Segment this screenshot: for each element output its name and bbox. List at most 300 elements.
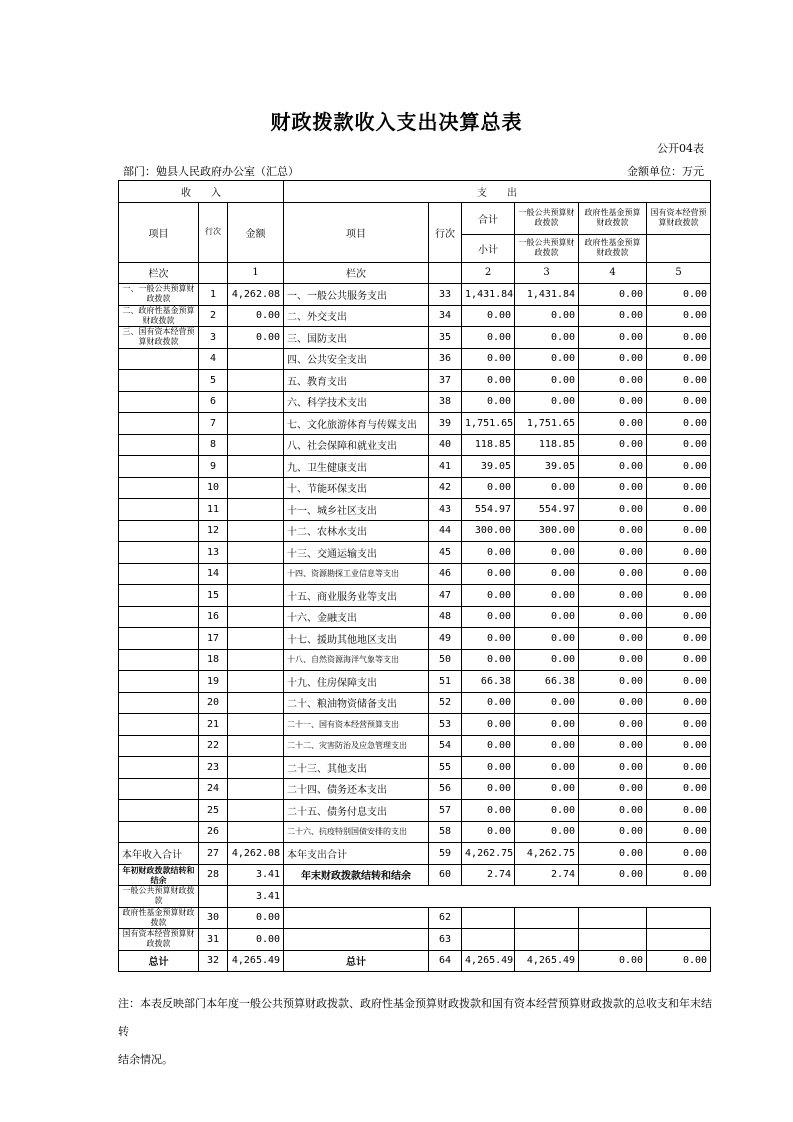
income-amount-cell bbox=[228, 456, 284, 478]
income-amount-cell: 0.00 bbox=[228, 327, 284, 349]
income-line-cell: 12 bbox=[199, 520, 228, 542]
footnote-line-1: 注：本表反映部门本年度一般公共预算财政拨款、政府性基金预算财政拨款和国有资本经营预算财政拨款的总收支和年末结转 bbox=[118, 997, 712, 1038]
income-line-cell: 25 bbox=[199, 800, 228, 822]
expense-total-cell: 66.38 bbox=[462, 671, 515, 693]
carry-capital-label: 国有资本经营预算财政拨款 bbox=[119, 929, 199, 951]
income-line-cell: 5 bbox=[199, 370, 228, 392]
income-line-cell: 21 bbox=[199, 714, 228, 736]
expense-total-cell: 0.00 bbox=[462, 692, 515, 714]
expense-total-cell: 0.00 bbox=[462, 800, 515, 822]
state-capital-header: 国有资本经营预算财政拨款 bbox=[647, 202, 711, 234]
income-amount-cell: 0.00 bbox=[228, 305, 284, 327]
expense-line-cell: 55 bbox=[429, 757, 462, 779]
expense-general-cell: 0.00 bbox=[515, 563, 579, 585]
carry-general-row bbox=[119, 886, 711, 908]
income-amount-cell bbox=[228, 477, 284, 499]
carry-in-label: 年初财政拨款结转和结余 bbox=[119, 864, 199, 886]
expense-total-cell: 554.97 bbox=[462, 499, 515, 521]
expense-general-cell: 0.00 bbox=[515, 305, 579, 327]
expense-capital-cell: 0.00 bbox=[647, 413, 711, 435]
expense-capital-cell: 0.00 bbox=[647, 821, 711, 843]
income-amount-cell bbox=[228, 714, 284, 736]
income-line-cell: 3 bbox=[199, 327, 228, 349]
expense-fund-cell: 0.00 bbox=[579, 327, 647, 349]
table-row bbox=[119, 434, 711, 456]
expense-item-header: 项目 bbox=[284, 202, 429, 262]
expense-general-cell: 0.00 bbox=[515, 477, 579, 499]
expense-general-cell: 1,751.65 bbox=[515, 413, 579, 435]
col-index-cell: 4 bbox=[579, 262, 647, 284]
expense-total-cell: 0.00 bbox=[462, 714, 515, 736]
expense-line-cell: 49 bbox=[429, 628, 462, 650]
expense-general-cell: 0.00 bbox=[515, 370, 579, 392]
table-row bbox=[119, 391, 711, 413]
carry-general-no bbox=[199, 886, 228, 908]
expense-capital-cell: 0.00 bbox=[647, 499, 711, 521]
income-item-cell bbox=[119, 628, 199, 650]
expense-total-cell: 0.00 bbox=[462, 542, 515, 564]
expense-general-cell: 0.00 bbox=[515, 327, 579, 349]
page-title: 财政拨款收入支出决算总表 bbox=[270, 110, 523, 134]
expense-item-cell: 十三、交通运输支出 bbox=[284, 542, 429, 564]
expense-general-cell: 0.00 bbox=[515, 585, 579, 607]
expense-line-cell: 39 bbox=[429, 413, 462, 435]
empty-cell bbox=[579, 929, 647, 951]
expense-item-cell: 二十、粮油物资储备支出 bbox=[284, 692, 429, 714]
expense-general-cell: 0.00 bbox=[515, 628, 579, 650]
grand-total-exp-fund: 0.00 bbox=[579, 950, 647, 972]
expense-capital-cell: 0.00 bbox=[647, 606, 711, 628]
expense-capital-cell: 0.00 bbox=[647, 714, 711, 736]
empty-cell bbox=[462, 929, 515, 951]
expense-capital-cell: 0.00 bbox=[647, 671, 711, 693]
total-header: 合计 bbox=[462, 202, 515, 234]
amount-unit-label: 金额单位：万元 bbox=[627, 165, 704, 178]
expense-fund-cell: 0.00 bbox=[579, 284, 647, 306]
income-line-cell: 8 bbox=[199, 434, 228, 456]
expense-total-cell: 39.05 bbox=[462, 456, 515, 478]
expense-capital-cell: 0.00 bbox=[647, 520, 711, 542]
expense-fund-cell: 0.00 bbox=[579, 348, 647, 370]
income-item-cell bbox=[119, 692, 199, 714]
expense-total-cell: 0.00 bbox=[462, 606, 515, 628]
carry-fund-row bbox=[119, 907, 711, 929]
col-index-cell bbox=[199, 262, 228, 284]
income-item-cell bbox=[119, 821, 199, 843]
expense-total-cell: 300.00 bbox=[462, 520, 515, 542]
table-row bbox=[119, 735, 711, 757]
income-line-cell: 14 bbox=[199, 563, 228, 585]
expense-total-cell: 0.00 bbox=[462, 757, 515, 779]
expense-item-cell: 十九、住房保障支出 bbox=[284, 671, 429, 693]
expense-total-label: 本年支出合计 bbox=[284, 843, 429, 865]
income-amount-cell bbox=[228, 499, 284, 521]
expense-fund-cell: 0.00 bbox=[579, 628, 647, 650]
expense-item-cell: 二、外交支出 bbox=[284, 305, 429, 327]
expense-line-cell: 51 bbox=[429, 671, 462, 693]
carry-capital-exp-no: 63 bbox=[429, 929, 462, 951]
table-row bbox=[119, 800, 711, 822]
grand-total-exp-total: 4,265.49 bbox=[462, 950, 515, 972]
carry-general-label: 一般公共预算财政拨款 bbox=[119, 886, 199, 908]
expense-general-cell: 118.85 bbox=[515, 434, 579, 456]
expense-general-cell: 66.38 bbox=[515, 671, 579, 693]
expense-item-cell: 三、国防支出 bbox=[284, 327, 429, 349]
income-line-cell: 9 bbox=[199, 456, 228, 478]
income-line-cell: 26 bbox=[199, 821, 228, 843]
carry-over-row bbox=[119, 864, 711, 886]
income-item-cell bbox=[119, 585, 199, 607]
income-amount-cell bbox=[228, 585, 284, 607]
income-item-cell bbox=[119, 542, 199, 564]
income-line-cell: 13 bbox=[199, 542, 228, 564]
income-amount-cell bbox=[228, 520, 284, 542]
gov-fund-subheader: 政府性基金预算财政拨款 bbox=[579, 234, 647, 262]
expense-fund-cell: 0.00 bbox=[579, 563, 647, 585]
expense-item-cell: 二十二、灾害防治及应急管理支出 bbox=[284, 735, 429, 757]
expense-total-capital: 0.00 bbox=[647, 843, 711, 865]
expense-item-cell: 五、教育支出 bbox=[284, 370, 429, 392]
expense-line-cell: 56 bbox=[429, 778, 462, 800]
table-row bbox=[119, 649, 711, 671]
expense-fund-cell: 0.00 bbox=[579, 477, 647, 499]
expense-general-cell: 0.00 bbox=[515, 391, 579, 413]
expense-line-cell: 38 bbox=[429, 391, 462, 413]
expense-line-cell: 34 bbox=[429, 305, 462, 327]
expense-capital-cell: 0.00 bbox=[647, 391, 711, 413]
col-index-cell: 5 bbox=[647, 262, 711, 284]
carry-out-no: 60 bbox=[429, 864, 462, 886]
expense-item-cell: 二十五、债务付息支出 bbox=[284, 800, 429, 822]
income-item-cell bbox=[119, 520, 199, 542]
income-total-row bbox=[119, 843, 711, 865]
table-row bbox=[119, 348, 711, 370]
table-row bbox=[119, 305, 711, 327]
expense-capital-cell: 0.00 bbox=[647, 735, 711, 757]
col-index-cell: 1 bbox=[228, 262, 284, 284]
table-row bbox=[119, 370, 711, 392]
expense-fund-cell: 0.00 bbox=[579, 778, 647, 800]
expense-item-cell: 八、社会保障和就业支出 bbox=[284, 434, 429, 456]
expense-fund-cell: 0.00 bbox=[579, 456, 647, 478]
income-amount-cell bbox=[228, 800, 284, 822]
col-index-cell: 栏次 bbox=[284, 262, 429, 284]
income-item-cell bbox=[119, 413, 199, 435]
income-line-cell: 4 bbox=[199, 348, 228, 370]
expense-capital-cell: 0.00 bbox=[647, 563, 711, 585]
income-amount-cell bbox=[228, 821, 284, 843]
expense-item-cell: 十四、资源勘探工业信息等支出 bbox=[284, 563, 429, 585]
expense-fund-cell: 0.00 bbox=[579, 520, 647, 542]
col-index-cell: 栏次 bbox=[119, 262, 199, 284]
expense-total-cell: 0.00 bbox=[462, 563, 515, 585]
income-item-cell bbox=[119, 606, 199, 628]
expense-item-cell: 九、卫生健康支出 bbox=[284, 456, 429, 478]
table-row bbox=[119, 284, 711, 306]
expense-total-cell: 0.00 bbox=[462, 305, 515, 327]
expense-total-cell: 0.00 bbox=[462, 821, 515, 843]
expense-capital-cell: 0.00 bbox=[647, 327, 711, 349]
table-row bbox=[119, 563, 711, 585]
expense-capital-cell: 0.00 bbox=[647, 348, 711, 370]
income-item-cell bbox=[119, 434, 199, 456]
income-amount-cell bbox=[228, 348, 284, 370]
table-row bbox=[119, 714, 711, 736]
income-line-cell: 7 bbox=[199, 413, 228, 435]
income-line-cell: 17 bbox=[199, 628, 228, 650]
expense-item-cell: 四、公共安全支出 bbox=[284, 348, 429, 370]
grand-total-amount: 4,265.49 bbox=[228, 950, 284, 972]
footnote-line-2: 结余情况。 bbox=[118, 1053, 173, 1066]
expense-item-cell: 十五、商业服务业等支出 bbox=[284, 585, 429, 607]
carry-out-capital: 0.00 bbox=[647, 864, 711, 886]
table-row bbox=[119, 477, 711, 499]
col-index-cell bbox=[429, 262, 462, 284]
expense-item-cell: 十二、农林水支出 bbox=[284, 520, 429, 542]
expense-line-cell: 40 bbox=[429, 434, 462, 456]
empty-cell bbox=[647, 929, 711, 951]
expense-line-header: 行次 bbox=[429, 202, 462, 262]
table-row bbox=[119, 413, 711, 435]
table-row bbox=[119, 327, 711, 349]
income-item-cell bbox=[119, 778, 199, 800]
income-amount-cell bbox=[228, 434, 284, 456]
income-line-cell: 15 bbox=[199, 585, 228, 607]
expense-general-cell: 0.00 bbox=[515, 606, 579, 628]
expense-line-cell: 45 bbox=[429, 542, 462, 564]
state-capital-subheader bbox=[647, 234, 711, 262]
income-item-cell bbox=[119, 456, 199, 478]
expense-fund-cell: 0.00 bbox=[579, 649, 647, 671]
expense-line-cell: 54 bbox=[429, 735, 462, 757]
expense-capital-cell: 0.00 bbox=[647, 757, 711, 779]
expense-line-cell: 37 bbox=[429, 370, 462, 392]
income-amount-cell bbox=[228, 542, 284, 564]
carry-fund-exp-no: 62 bbox=[429, 907, 462, 929]
carry-out-total: 2.74 bbox=[462, 864, 515, 886]
expense-capital-cell: 0.00 bbox=[647, 628, 711, 650]
expense-item-cell: 二十六、抗疫特别国债安排的支出 bbox=[284, 821, 429, 843]
expense-general-cell: 0.00 bbox=[515, 821, 579, 843]
fiscal-summary-table bbox=[118, 180, 711, 972]
income-amount-cell bbox=[228, 370, 284, 392]
expense-fund-cell: 0.00 bbox=[579, 434, 647, 456]
expense-item-cell: 十八、自然资源海洋气象等支出 bbox=[284, 649, 429, 671]
carry-fund-label: 政府性基金预算财政拨款 bbox=[119, 907, 199, 929]
income-line-cell: 24 bbox=[199, 778, 228, 800]
expense-line-cell: 41 bbox=[429, 456, 462, 478]
carry-capital-amount: 0.00 bbox=[228, 929, 284, 951]
expense-general-cell: 0.00 bbox=[515, 542, 579, 564]
general-budget-subheader: 一般公共预算财政拨款 bbox=[515, 234, 579, 262]
income-amount-cell bbox=[228, 391, 284, 413]
carry-capital-no: 31 bbox=[199, 929, 228, 951]
expense-fund-cell: 0.00 bbox=[579, 370, 647, 392]
expense-total-cell: 0.00 bbox=[462, 735, 515, 757]
expense-item-cell: 一、一般公共服务支出 bbox=[284, 284, 429, 306]
expense-general-cell: 0.00 bbox=[515, 649, 579, 671]
carry-out-general: 2.74 bbox=[515, 864, 579, 886]
expense-total-cell: 0.00 bbox=[462, 370, 515, 392]
table-row bbox=[119, 456, 711, 478]
expense-item-cell: 七、文化旅游体育与传媒支出 bbox=[284, 413, 429, 435]
subtotal-header: 小计 bbox=[462, 234, 515, 262]
col-index-cell: 2 bbox=[462, 262, 515, 284]
income-item-cell bbox=[119, 348, 199, 370]
expense-general-cell: 0.00 bbox=[515, 800, 579, 822]
income-line-cell: 20 bbox=[199, 692, 228, 714]
expense-capital-cell: 0.00 bbox=[647, 456, 711, 478]
department-label: 部门：勉县人民政府办公室（汇总） bbox=[123, 165, 299, 178]
carry-fund-no: 30 bbox=[199, 907, 228, 929]
footnote bbox=[118, 990, 718, 1074]
empty-cell bbox=[515, 907, 579, 929]
table-row bbox=[119, 757, 711, 779]
income-line-cell: 2 bbox=[199, 305, 228, 327]
expense-item-cell: 六、科学技术支出 bbox=[284, 391, 429, 413]
expense-total-amount: 4,262.75 bbox=[462, 843, 515, 865]
carry-capital-row bbox=[119, 929, 711, 951]
income-amount-cell bbox=[228, 778, 284, 800]
income-header: 收 入 bbox=[119, 181, 284, 203]
income-amount-cell bbox=[228, 563, 284, 585]
col-index-cell: 3 bbox=[515, 262, 579, 284]
income-item-cell bbox=[119, 735, 199, 757]
expense-general-cell: 0.00 bbox=[515, 692, 579, 714]
income-line-cell: 19 bbox=[199, 671, 228, 693]
grand-total-label: 总计 bbox=[119, 950, 199, 972]
income-amount-cell bbox=[228, 649, 284, 671]
income-amount-cell bbox=[228, 413, 284, 435]
income-amount-cell bbox=[228, 628, 284, 650]
income-amount-cell bbox=[228, 606, 284, 628]
table-row bbox=[119, 778, 711, 800]
carry-out-fund: 0.00 bbox=[579, 864, 647, 886]
expense-total-cell: 0.00 bbox=[462, 348, 515, 370]
grand-total-row bbox=[119, 950, 711, 972]
income-item-cell bbox=[119, 370, 199, 392]
expense-capital-cell: 0.00 bbox=[647, 778, 711, 800]
form-number: 公开04表 bbox=[657, 142, 704, 155]
empty-cell bbox=[579, 907, 647, 929]
column-index-row bbox=[119, 262, 711, 284]
expense-fund-cell: 0.00 bbox=[579, 391, 647, 413]
table-row bbox=[119, 585, 711, 607]
expense-item-cell: 二十四、债务还本支出 bbox=[284, 778, 429, 800]
expense-total-cell: 1,751.65 bbox=[462, 413, 515, 435]
income-amount-cell bbox=[228, 671, 284, 693]
expense-capital-cell: 0.00 bbox=[647, 692, 711, 714]
expense-line-cell: 47 bbox=[429, 585, 462, 607]
expense-general-cell: 0.00 bbox=[515, 735, 579, 757]
expense-total-cell: 0.00 bbox=[462, 778, 515, 800]
expense-item-cell: 十、节能环保支出 bbox=[284, 477, 429, 499]
income-line-header: 行次 bbox=[199, 202, 228, 262]
table-row bbox=[119, 606, 711, 628]
income-item-cell: 二、政府性基金预算财政拨款 bbox=[119, 305, 199, 327]
income-item-cell bbox=[119, 714, 199, 736]
income-item-cell: 一、一般公共预算财政拨款 bbox=[119, 284, 199, 306]
expense-capital-cell: 0.00 bbox=[647, 477, 711, 499]
expense-line-cell: 50 bbox=[429, 649, 462, 671]
income-total-label: 本年收入合计 bbox=[119, 843, 199, 865]
expense-item-cell: 二十三、其他支出 bbox=[284, 757, 429, 779]
income-line-cell: 10 bbox=[199, 477, 228, 499]
empty-cell bbox=[284, 907, 429, 929]
table-row bbox=[119, 520, 711, 542]
grand-total-exp-general: 4,265.49 bbox=[515, 950, 579, 972]
carry-general-amount: 3.41 bbox=[228, 886, 284, 908]
income-line-cell: 22 bbox=[199, 735, 228, 757]
expense-total-no: 59 bbox=[429, 843, 462, 865]
expense-general-cell: 0.00 bbox=[515, 714, 579, 736]
expense-total-cell: 0.00 bbox=[462, 628, 515, 650]
expense-item-cell: 十七、援助其他地区支出 bbox=[284, 628, 429, 650]
expense-general-cell: 0.00 bbox=[515, 778, 579, 800]
empty-cell bbox=[462, 907, 515, 929]
empty-cell bbox=[647, 907, 711, 929]
expense-total-cell: 0.00 bbox=[462, 327, 515, 349]
grand-total-exp-capital: 0.00 bbox=[647, 950, 711, 972]
expense-capital-cell: 0.00 bbox=[647, 434, 711, 456]
income-line-cell: 1 bbox=[199, 284, 228, 306]
expense-capital-cell: 0.00 bbox=[647, 800, 711, 822]
expense-capital-cell: 0.00 bbox=[647, 370, 711, 392]
expense-line-cell: 44 bbox=[429, 520, 462, 542]
expense-fund-cell: 0.00 bbox=[579, 714, 647, 736]
income-item-cell bbox=[119, 499, 199, 521]
expense-general-cell: 300.00 bbox=[515, 520, 579, 542]
grand-total-exp-label: 总计 bbox=[284, 950, 429, 972]
income-item-cell: 三、国有资本经营预算财政拨款 bbox=[119, 327, 199, 349]
expense-general-cell: 0.00 bbox=[515, 348, 579, 370]
income-amount-cell bbox=[228, 757, 284, 779]
blank-area bbox=[284, 886, 711, 908]
expense-line-cell: 46 bbox=[429, 563, 462, 585]
income-total-no: 27 bbox=[199, 843, 228, 865]
income-line-cell: 18 bbox=[199, 649, 228, 671]
expense-general-cell: 0.00 bbox=[515, 757, 579, 779]
expense-fund-cell: 0.00 bbox=[579, 585, 647, 607]
expense-capital-cell: 0.00 bbox=[647, 284, 711, 306]
expense-total-cell: 118.85 bbox=[462, 434, 515, 456]
expense-line-cell: 33 bbox=[429, 284, 462, 306]
expense-total-fund: 0.00 bbox=[579, 843, 647, 865]
expense-capital-cell: 0.00 bbox=[647, 542, 711, 564]
expense-fund-cell: 0.00 bbox=[579, 413, 647, 435]
income-amount-cell: 4,262.08 bbox=[228, 284, 284, 306]
expense-line-cell: 58 bbox=[429, 821, 462, 843]
expense-general-cell: 1,431.84 bbox=[515, 284, 579, 306]
expense-fund-cell: 0.00 bbox=[579, 671, 647, 693]
income-amount-header: 金额 bbox=[228, 202, 284, 262]
income-item-cell bbox=[119, 800, 199, 822]
expense-total-cell: 0.00 bbox=[462, 477, 515, 499]
general-budget-header: 一般公共预算财政拨款 bbox=[515, 202, 579, 234]
income-item-cell bbox=[119, 671, 199, 693]
expense-total-cell: 0.00 bbox=[462, 391, 515, 413]
income-item-cell bbox=[119, 391, 199, 413]
expense-item-cell: 二十一、国有资本经营预算支出 bbox=[284, 714, 429, 736]
expense-total-cell: 0.00 bbox=[462, 649, 515, 671]
table-row bbox=[119, 671, 711, 693]
expense-header: 支 出 bbox=[284, 181, 711, 203]
expense-line-cell: 57 bbox=[429, 800, 462, 822]
expense-line-cell: 52 bbox=[429, 692, 462, 714]
table-row bbox=[119, 499, 711, 521]
income-item-cell bbox=[119, 757, 199, 779]
expense-line-cell: 35 bbox=[429, 327, 462, 349]
